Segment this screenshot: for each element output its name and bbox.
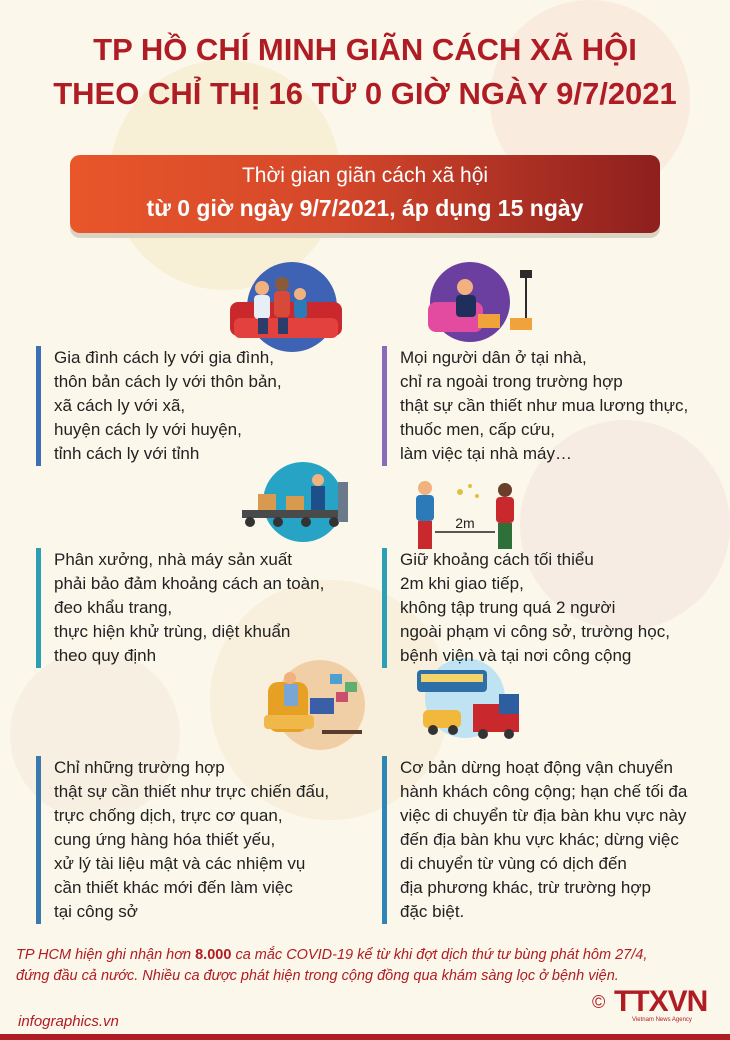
text-line: tỉnh cách ly với tỉnh: [54, 444, 200, 463]
block-accent-bar: [382, 548, 387, 668]
text-line: phải bảo đảm khoảng cách an toàn,: [54, 574, 325, 593]
text-line: chỉ ra ngoài trong trường hợp: [400, 372, 623, 391]
text-line: đặc biệt.: [400, 902, 465, 921]
text-line: xử lý tài liệu mật và các nhiệm vụ: [54, 854, 306, 873]
text-line: cung ứng hàng hóa thiết yếu,: [54, 830, 276, 849]
block-factory-safety: [42, 548, 374, 668]
footer-line-2: đứng đầu cả nước. Nhiều ca được phát hiện trong cộng đồng qua khám sàng lọc ở bệnh viện.: [16, 968, 619, 984]
text-line: 2m khi giao tiếp,: [400, 574, 524, 593]
person-at-home-illustration: [420, 262, 540, 342]
public-transport-illustration: [413, 658, 528, 750]
text-line: hành khách công cộng; hạn chế tối đa: [400, 782, 688, 801]
text-line: di chuyển từ vùng có dịch đến: [400, 854, 627, 873]
text-line: Mọi người dân ở tại nhà,: [400, 348, 587, 367]
text-line: ngoài phạm vi công sở, trường học,: [400, 622, 670, 641]
text-line: tại công sở: [54, 902, 138, 921]
text-line: cần thiết khác mới đến làm việc: [54, 878, 293, 897]
block-family-isolation: [42, 346, 354, 466]
text-line: Chỉ những trường hợp: [54, 758, 225, 777]
block-office-work: [42, 756, 374, 924]
text-line: xã cách ly với xã,: [54, 396, 186, 415]
distance-label: 2m: [455, 515, 475, 531]
footer-line-1: [16, 945, 696, 966]
family-sofa-illustration: [222, 262, 352, 352]
banner-line-1: Thời gian giãn cách xã hội: [241, 164, 489, 187]
text-line: trực chống dịch, trực cơ quan,: [54, 806, 283, 825]
block-accent-bar: [382, 756, 387, 924]
duration-banner: [70, 155, 660, 233]
text-line: huyện cách ly với huyện,: [54, 420, 242, 439]
text-line: làm việc tại nhà máy…: [400, 444, 572, 463]
text-line: thôn bản cách ly với thôn bản,: [54, 372, 282, 391]
text-line: Giữ khoảng cách tối thiểu: [400, 550, 594, 569]
text-line: thật sự cần thiết như mua lương thực,: [400, 396, 689, 415]
work-from-home-illustration: [250, 660, 380, 755]
footer-bar: [0, 1034, 730, 1040]
banner-line-2: từ 0 giờ ngày 9/7/2021, áp dụng 15 ngày: [146, 195, 584, 221]
text-line: việc di chuyển từ địa bàn khu vực này: [400, 806, 687, 825]
text-line: thuốc men, cấp cứu,: [400, 420, 556, 439]
footer-text-after: ca mắc COVID-19 kể từ khi đợt dịch thứ tư bùng phát hôm 27/4,: [235, 947, 648, 963]
title-line-1: TP HỒ CHÍ MINH GIÃN CÁCH XÃ HỘI: [93, 32, 637, 67]
site-link[interactable]: infographics.vn: [18, 1013, 119, 1030]
text-line: địa phương khác, trừ trường hợp: [400, 878, 651, 897]
copyright-icon: ©: [592, 992, 606, 1012]
text-line: đeo khẩu trang,: [54, 598, 173, 617]
social-distance-illustration: [405, 478, 530, 553]
block-keep-distance: [388, 548, 730, 668]
footer-note: [16, 945, 696, 987]
text-line: thực hiện khử trùng, diệt khuẩn: [54, 622, 291, 641]
block-accent-bar: [36, 756, 41, 924]
text-line: Cơ bản dừng hoạt động vận chuyển: [400, 758, 674, 777]
block-stay-home: [388, 346, 730, 466]
footer-text-before: TP HCM hiện ghi nhận hơn: [16, 947, 192, 963]
text-line: đến địa bàn khu vực khác; dừng việc: [400, 830, 679, 849]
text-line: không tập trung quá 2 người: [400, 598, 616, 617]
title-line-2: THEO CHỈ THỊ 16 TỪ 0 GIỜ NGÀY 9/7/2021: [53, 76, 677, 111]
case-count: 8.000: [195, 947, 232, 963]
factory-conveyor-illustration: [238, 462, 358, 542]
text-line: Gia đình cách ly với gia đình,: [54, 348, 274, 367]
text-line: bệnh viện và tại nơi công cộng: [400, 646, 632, 665]
block-accent-bar: [36, 346, 41, 466]
text-line: theo quy định: [54, 646, 157, 665]
block-accent-bar: [382, 346, 387, 466]
block-accent-bar: [36, 548, 41, 668]
logo-subtitle: Vietnam News Agency: [632, 1017, 692, 1023]
ttxvn-logo: TTXVN: [614, 985, 708, 1018]
block-public-transport: [388, 756, 730, 924]
text-line: thật sự cần thiết như trực chiến đấu,: [54, 782, 330, 801]
text-line: Phân xưởng, nhà máy sản xuất: [54, 550, 292, 569]
page-title: [0, 28, 730, 116]
